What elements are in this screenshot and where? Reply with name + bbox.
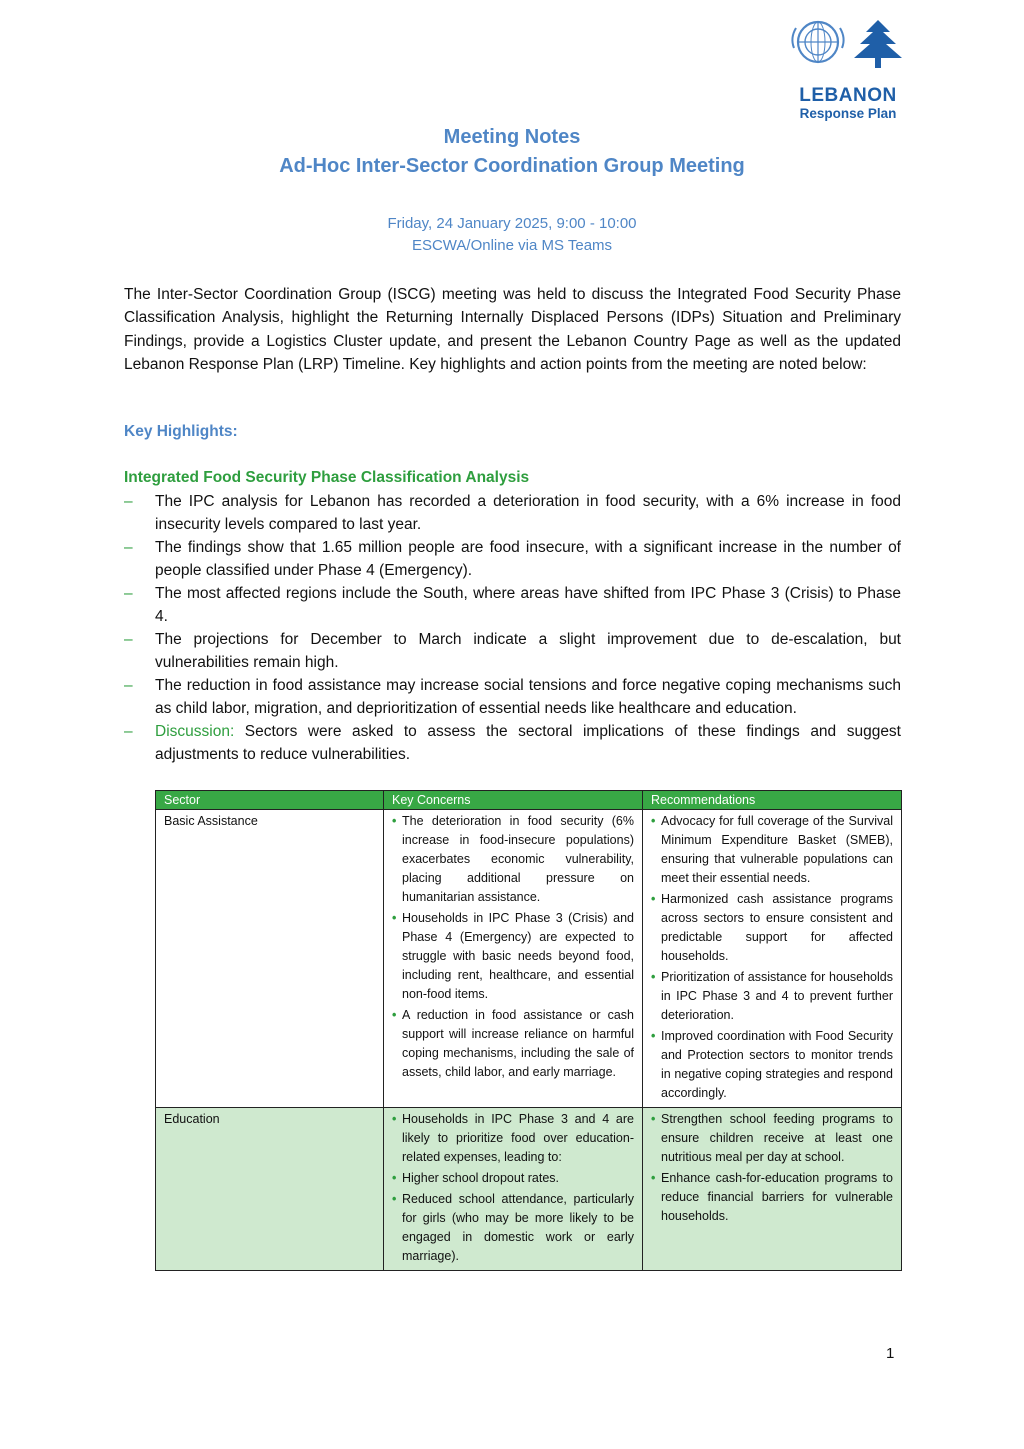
bullet-text: The most affected regions include the South, where areas have shifted from IPC Phase 3 (Crisis) to Phase 4. xyxy=(155,585,901,625)
sector-cell: Education xyxy=(156,1108,384,1271)
table-row xyxy=(156,810,902,1108)
table-row xyxy=(156,1108,902,1271)
sector-table xyxy=(155,790,902,1271)
list-item: • Higher school dropout rates. xyxy=(392,1169,634,1188)
dash-marker: – xyxy=(124,539,133,556)
lebanon-response-plan-logo xyxy=(788,18,906,121)
list-item: • A reduction in food assistance or cash support will increase reliance on harmful coping mechanisms, including the sale of assets, child labor, and early marriage. xyxy=(392,1006,634,1082)
recommendations-cell xyxy=(643,810,902,1108)
discussion-label: Discussion: xyxy=(155,723,235,740)
list-item: • Prioritization of assistance for households in IPC Phase 3 and 4 to prevent further deterioration. xyxy=(651,968,893,1025)
concerns-cell xyxy=(384,1108,643,1271)
list-item xyxy=(124,490,901,536)
list-item: • Enhance cash-for-education programs to reduce financial barriers for vulnerable households. xyxy=(651,1169,893,1226)
dash-marker: – xyxy=(124,723,133,740)
list-item: • Advocacy for full coverage of the Survival Minimum Expenditure Basket (SMEB), ensuring that vulnerable populations can meet their essential needs. xyxy=(651,812,893,888)
dash-marker: – xyxy=(124,631,133,648)
recommendations-cell xyxy=(643,1108,902,1271)
intro-paragraph: The Inter-Sector Coordination Group (ISCG) meeting was held to discuss the Integrated Food Security Phase Classification Analysis, highlight the Returning Internally Displaced Persons (IDPs) Situation and Preliminary Findings, provide a Logistics Cluster update, and present the Lebanon Country Page as well as the updated Lebanon Response Plan (LRP) Timeline. Key highlights and action points from the meeting are noted below: xyxy=(124,286,901,373)
discussion-item xyxy=(124,720,901,766)
dash-marker: – xyxy=(124,677,133,694)
section-heading: Integrated Food Security Phase Classification Analysis xyxy=(124,469,530,486)
page-title: Meeting Notes xyxy=(443,126,581,148)
meeting-location: ESCWA/Online via MS Teams xyxy=(411,237,613,254)
un-emblem-icon xyxy=(788,18,848,66)
header-recommendations: Recommendations xyxy=(643,791,902,810)
concerns-cell xyxy=(384,810,643,1108)
cedar-tree-icon xyxy=(850,16,906,74)
dash-marker: – xyxy=(124,585,133,602)
header-key-concerns: Key Concerns xyxy=(384,791,643,810)
bullet-text: The IPC analysis for Lebanon has recorded a deterioration in food security, with a 6% increase in food insecurity levels compared to last year. xyxy=(155,493,901,533)
list-item: • The deterioration in food security (6% increase in food-insecure populations) exacerbates economic vulnerability, placing additional pressure on humanitarian assistance. xyxy=(392,812,634,907)
list-item: • Improved coordination with Food Security and Protection sectors to monitor trends in negative coping strategies and respond accordingly. xyxy=(651,1027,893,1103)
list-item xyxy=(124,628,901,674)
bullet-text: The projections for December to March indicate a slight improvement due to de-escalation, but vulnerabilities remain high. xyxy=(155,631,901,671)
meeting-date: Friday, 24 January 2025, 9:00 - 10:00 xyxy=(387,215,637,232)
logo-line-1: LEBANON xyxy=(799,85,897,106)
dash-marker: – xyxy=(124,493,133,510)
table-header-row xyxy=(156,791,902,810)
discussion-text: Sectors were asked to assess the sectoral implications of these findings and suggest adjustments to reduce vulnerabilities. xyxy=(155,723,901,763)
list-item: • Strengthen school feeding programs to ensure children receive at least one nutritious meal per day at school. xyxy=(651,1110,893,1167)
key-highlights-heading: Key Highlights: xyxy=(124,423,238,440)
list-item: • Harmonized cash assistance programs across sectors to ensure consistent and predictable support for affected households. xyxy=(651,890,893,966)
list-item xyxy=(124,582,901,628)
page-subtitle: Ad-Hoc Inter-Sector Coordination Group Meeting xyxy=(279,155,745,177)
section-bullet-list xyxy=(124,490,901,766)
list-item xyxy=(124,536,901,582)
list-item: • Reduced school attendance, particularly for girls (who may be more likely to be engaged in domestic work or early marriage). xyxy=(392,1190,634,1266)
list-item: • Households in IPC Phase 3 (Crisis) and Phase 4 (Emergency) are expected to struggle with basic needs beyond food, including rent, healthcare, and essential non-food items. xyxy=(392,909,634,1004)
logo-line-2: Response Plan xyxy=(799,106,897,121)
list-item xyxy=(124,674,901,720)
list-item: • Households in IPC Phase 3 and 4 are likely to prioritize food over education-related expenses, leading to: xyxy=(392,1110,634,1167)
header-sector: Sector xyxy=(156,791,384,810)
page-number: 1 xyxy=(886,1345,895,1362)
bullet-text: The reduction in food assistance may increase social tensions and force negative coping mechanisms such as child labor, migration, and deprioritization of essential needs like healthcare and education. xyxy=(155,677,901,717)
bullet-text: The findings show that 1.65 million people are food insecure, with a significant increase in the number of people classified under Phase 4 (Emergency). xyxy=(155,539,901,579)
sector-cell: Basic Assistance xyxy=(156,810,384,1108)
